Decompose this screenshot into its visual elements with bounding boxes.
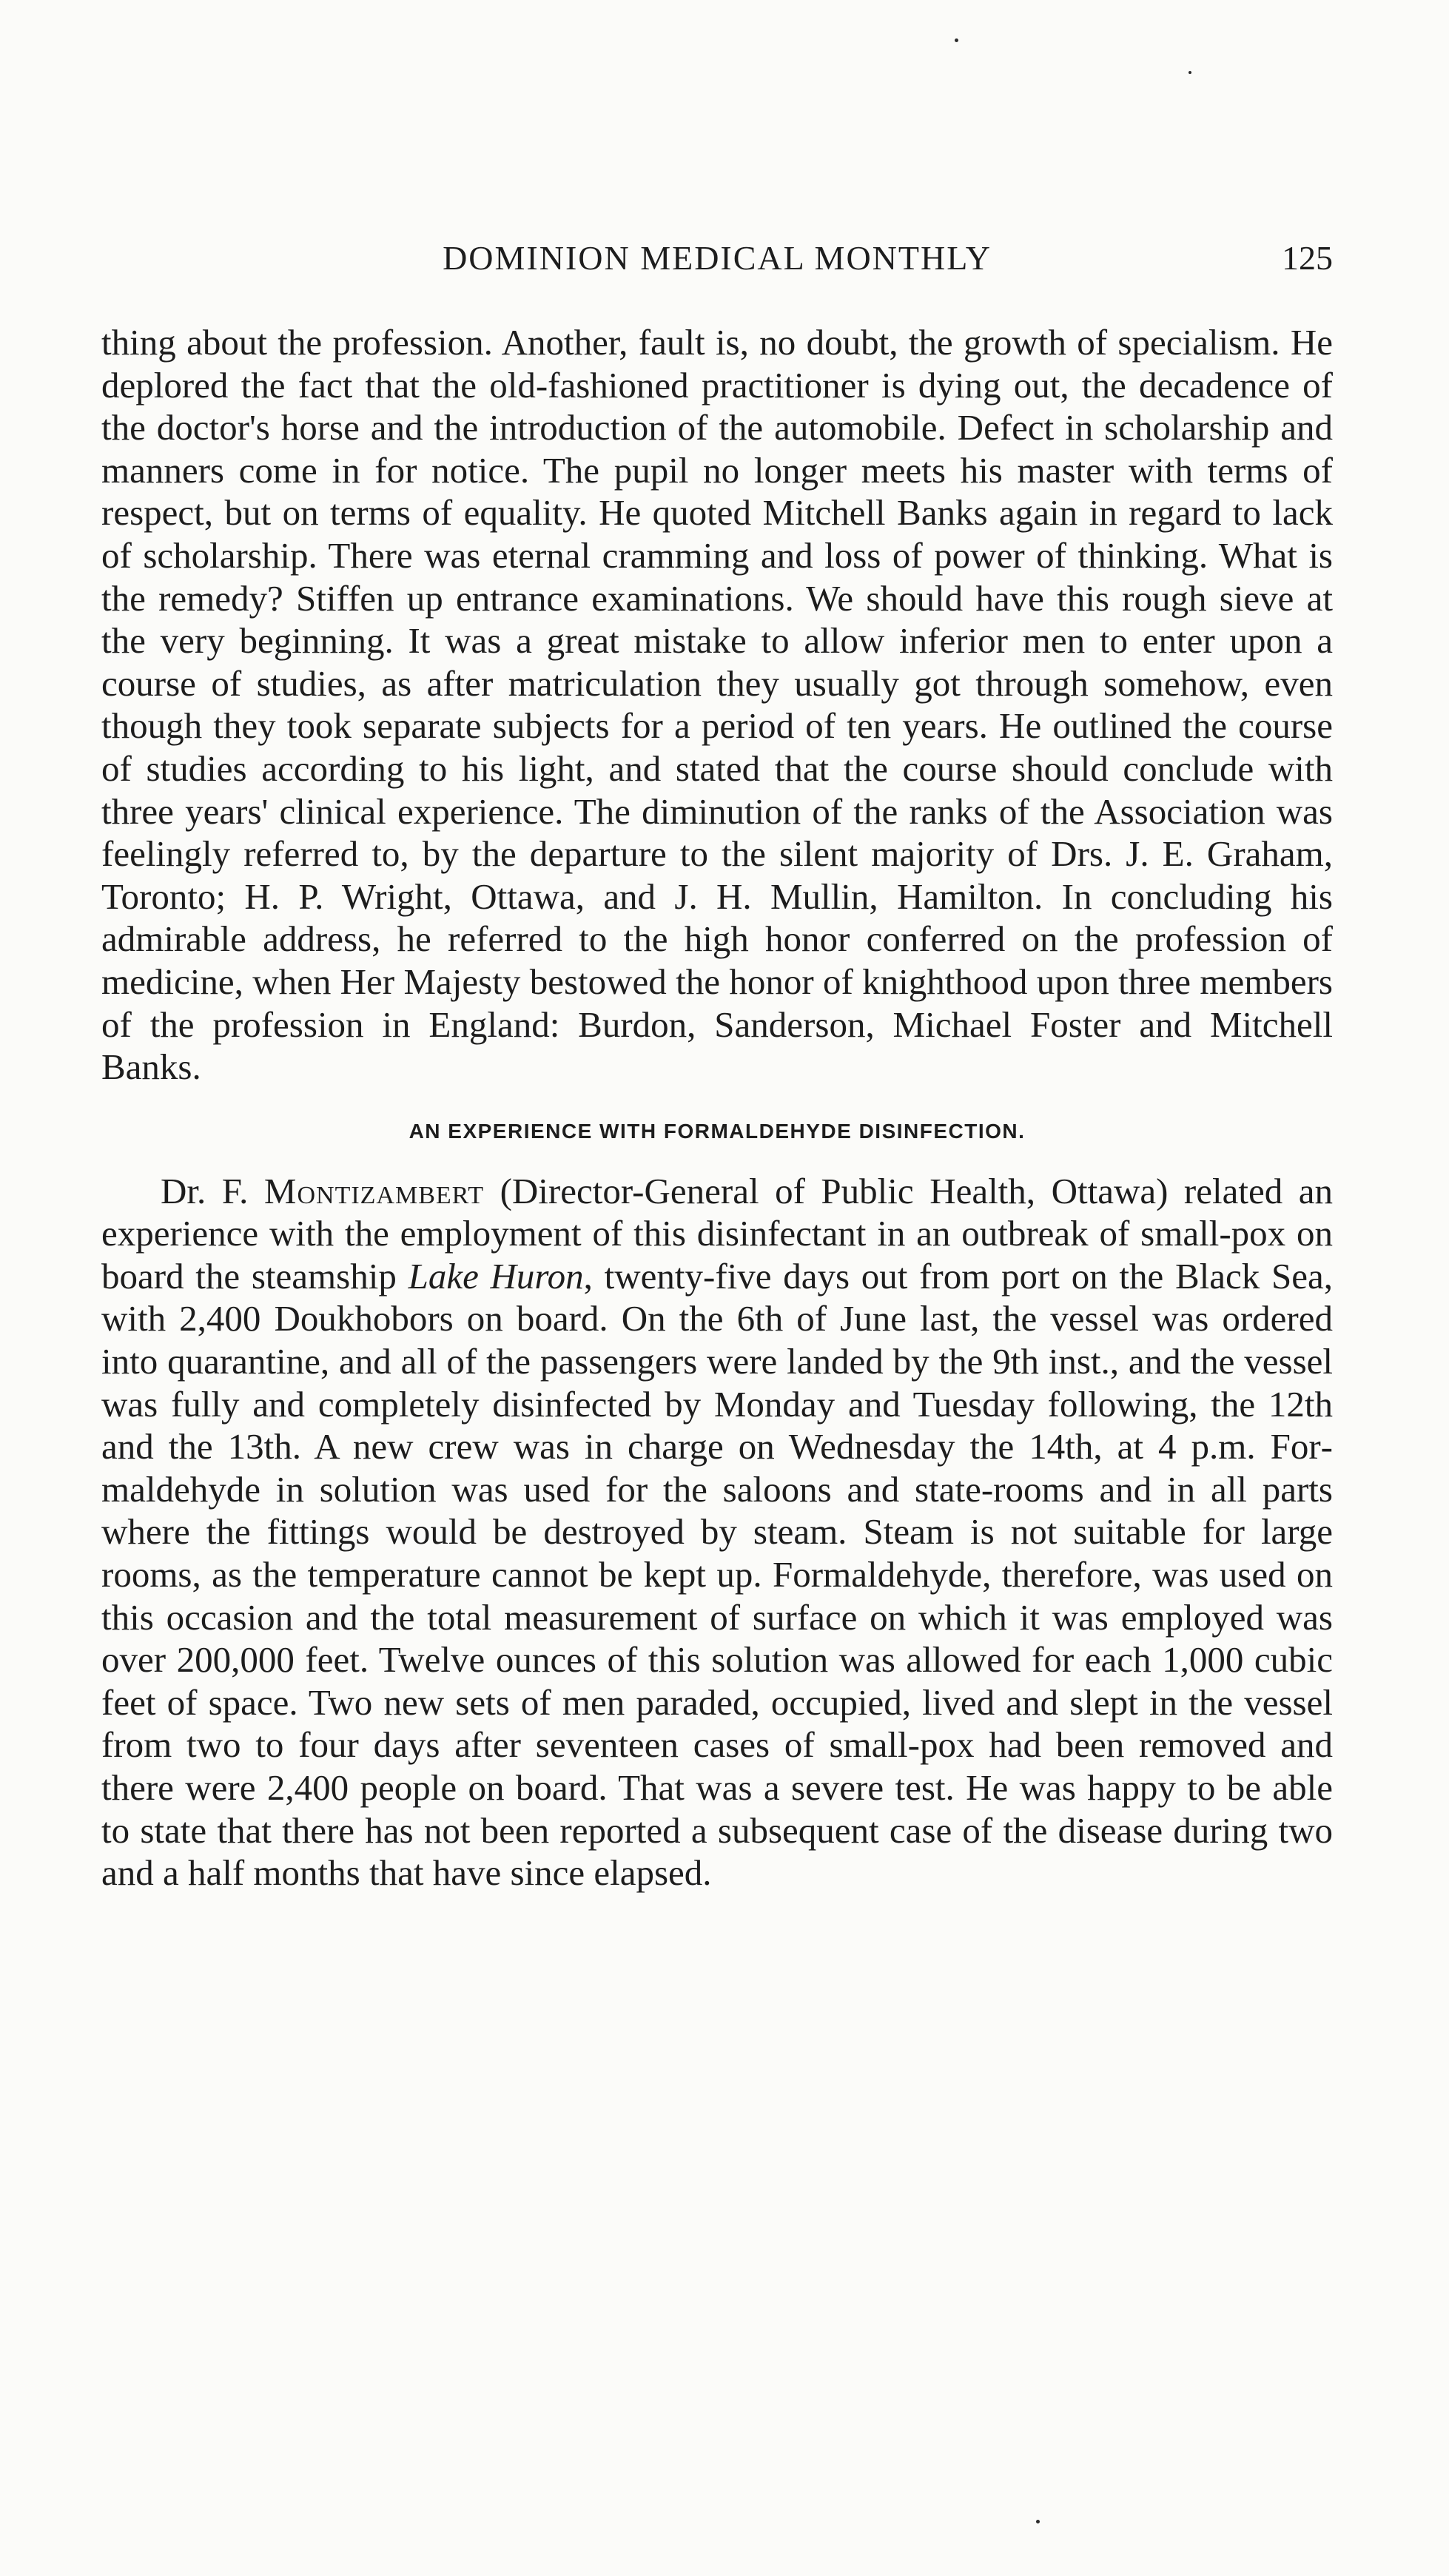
paragraph-text: , twenty-five days out from port on the Black Sea, with 2,400 Doukhobors on board. On the 6th of June last, the vessel was ordered into quarantine, and all of the passengers were landed by the 9th inst., and the vessel was fully and completely disinfected by Monday and Tuesday following, the 12th and the 13th. A new crew was in charge on Wednesday the 14th, at 4 p.m. Formaldehyde in solution was used for the saloons and state-rooms and in all parts where the fittings would be destroyed by steam. Steam is not suitable for large rooms, as the temperature cannot be kept up. Formaldehyde, therefore, was used on this occasion and the total measurement of surface on which it was employed was over 200,000 feet. Twelve ounces of this solution was allowed for each 1,000 cubic feet of space. Two new sets of men paraded, occupied, lived and slept in the vessel from two to four days after seventeen cases of small-pox had been removed and there were 2,400 people on board. That was a severe test. He was happy to be able to state that there has not been reported a subsequent case of the disease during two and a half months that have since elapsed. xyxy=(101,1255,1334,1894)
section-heading: AN EXPERIENCE WITH FORMALDEHYDE DISINFECTION. xyxy=(409,1119,1026,1143)
ship-name: Lake Huron xyxy=(408,1255,584,1297)
continued-paragraph: thing about the profession. Another, fault is, no doubt, the growth of specialism. He deplored the fact that the old-fashioned practitioner is dying out, the decadence of the doctor's horse and the introduction of the automobile. Defect in scholarship and manners come in for notice. The pupil no longer meets his master with terms of respect, but on terms of equality. He quoted Mitchell Banks again in regard to lack of scholarship. There was eternal cramming and loss of power of thinking. What is the remedy? Stiffen up entrance examinations. We should have this rough sieve at the very beginning. It was a great mistake to allow inferior men to enter upon a course of studies, as after matriculation they usually got through somehow, even though they took separate subjects for a period of ten years. He outlined the course of studies according to his light, and stated that the course should conclude with three years' clinical experience. The diminution of the ranks of the Association was feelingly referred to, by the departure to the silent majority of Drs. J. E. Graham, Toronto; H. P. Wright, Ottawa, and J. H. Mullin, Hamilton. In concluding his admirable address, he referred to the high honor conferred on the profession of medicine, when Her Majesty bestowed the honor of knighthood upon three members of the profession in England: Burdon, Sanderson, Michael Foster and Mitchell Banks. xyxy=(101,322,1333,1088)
paragraph-text: (Director-General of Public Health, Ottawa) related an experience with the employment of this disinfectant in an outbreak of small-pox on board the steamship xyxy=(101,1170,1333,1297)
author-prefix: Dr. F. xyxy=(161,1170,264,1211)
scan-speck xyxy=(955,38,958,42)
scan-speck xyxy=(1036,2520,1040,2523)
journal-title: DOMINION MEDICAL MONTHLY xyxy=(443,239,992,277)
section-paragraph xyxy=(101,1170,1333,1894)
author-name: Montizambert xyxy=(263,1170,485,1211)
page-number: 125 xyxy=(1282,239,1333,277)
scan-speck xyxy=(1189,71,1191,74)
document-page xyxy=(101,238,1333,1894)
running-header xyxy=(101,238,1333,281)
